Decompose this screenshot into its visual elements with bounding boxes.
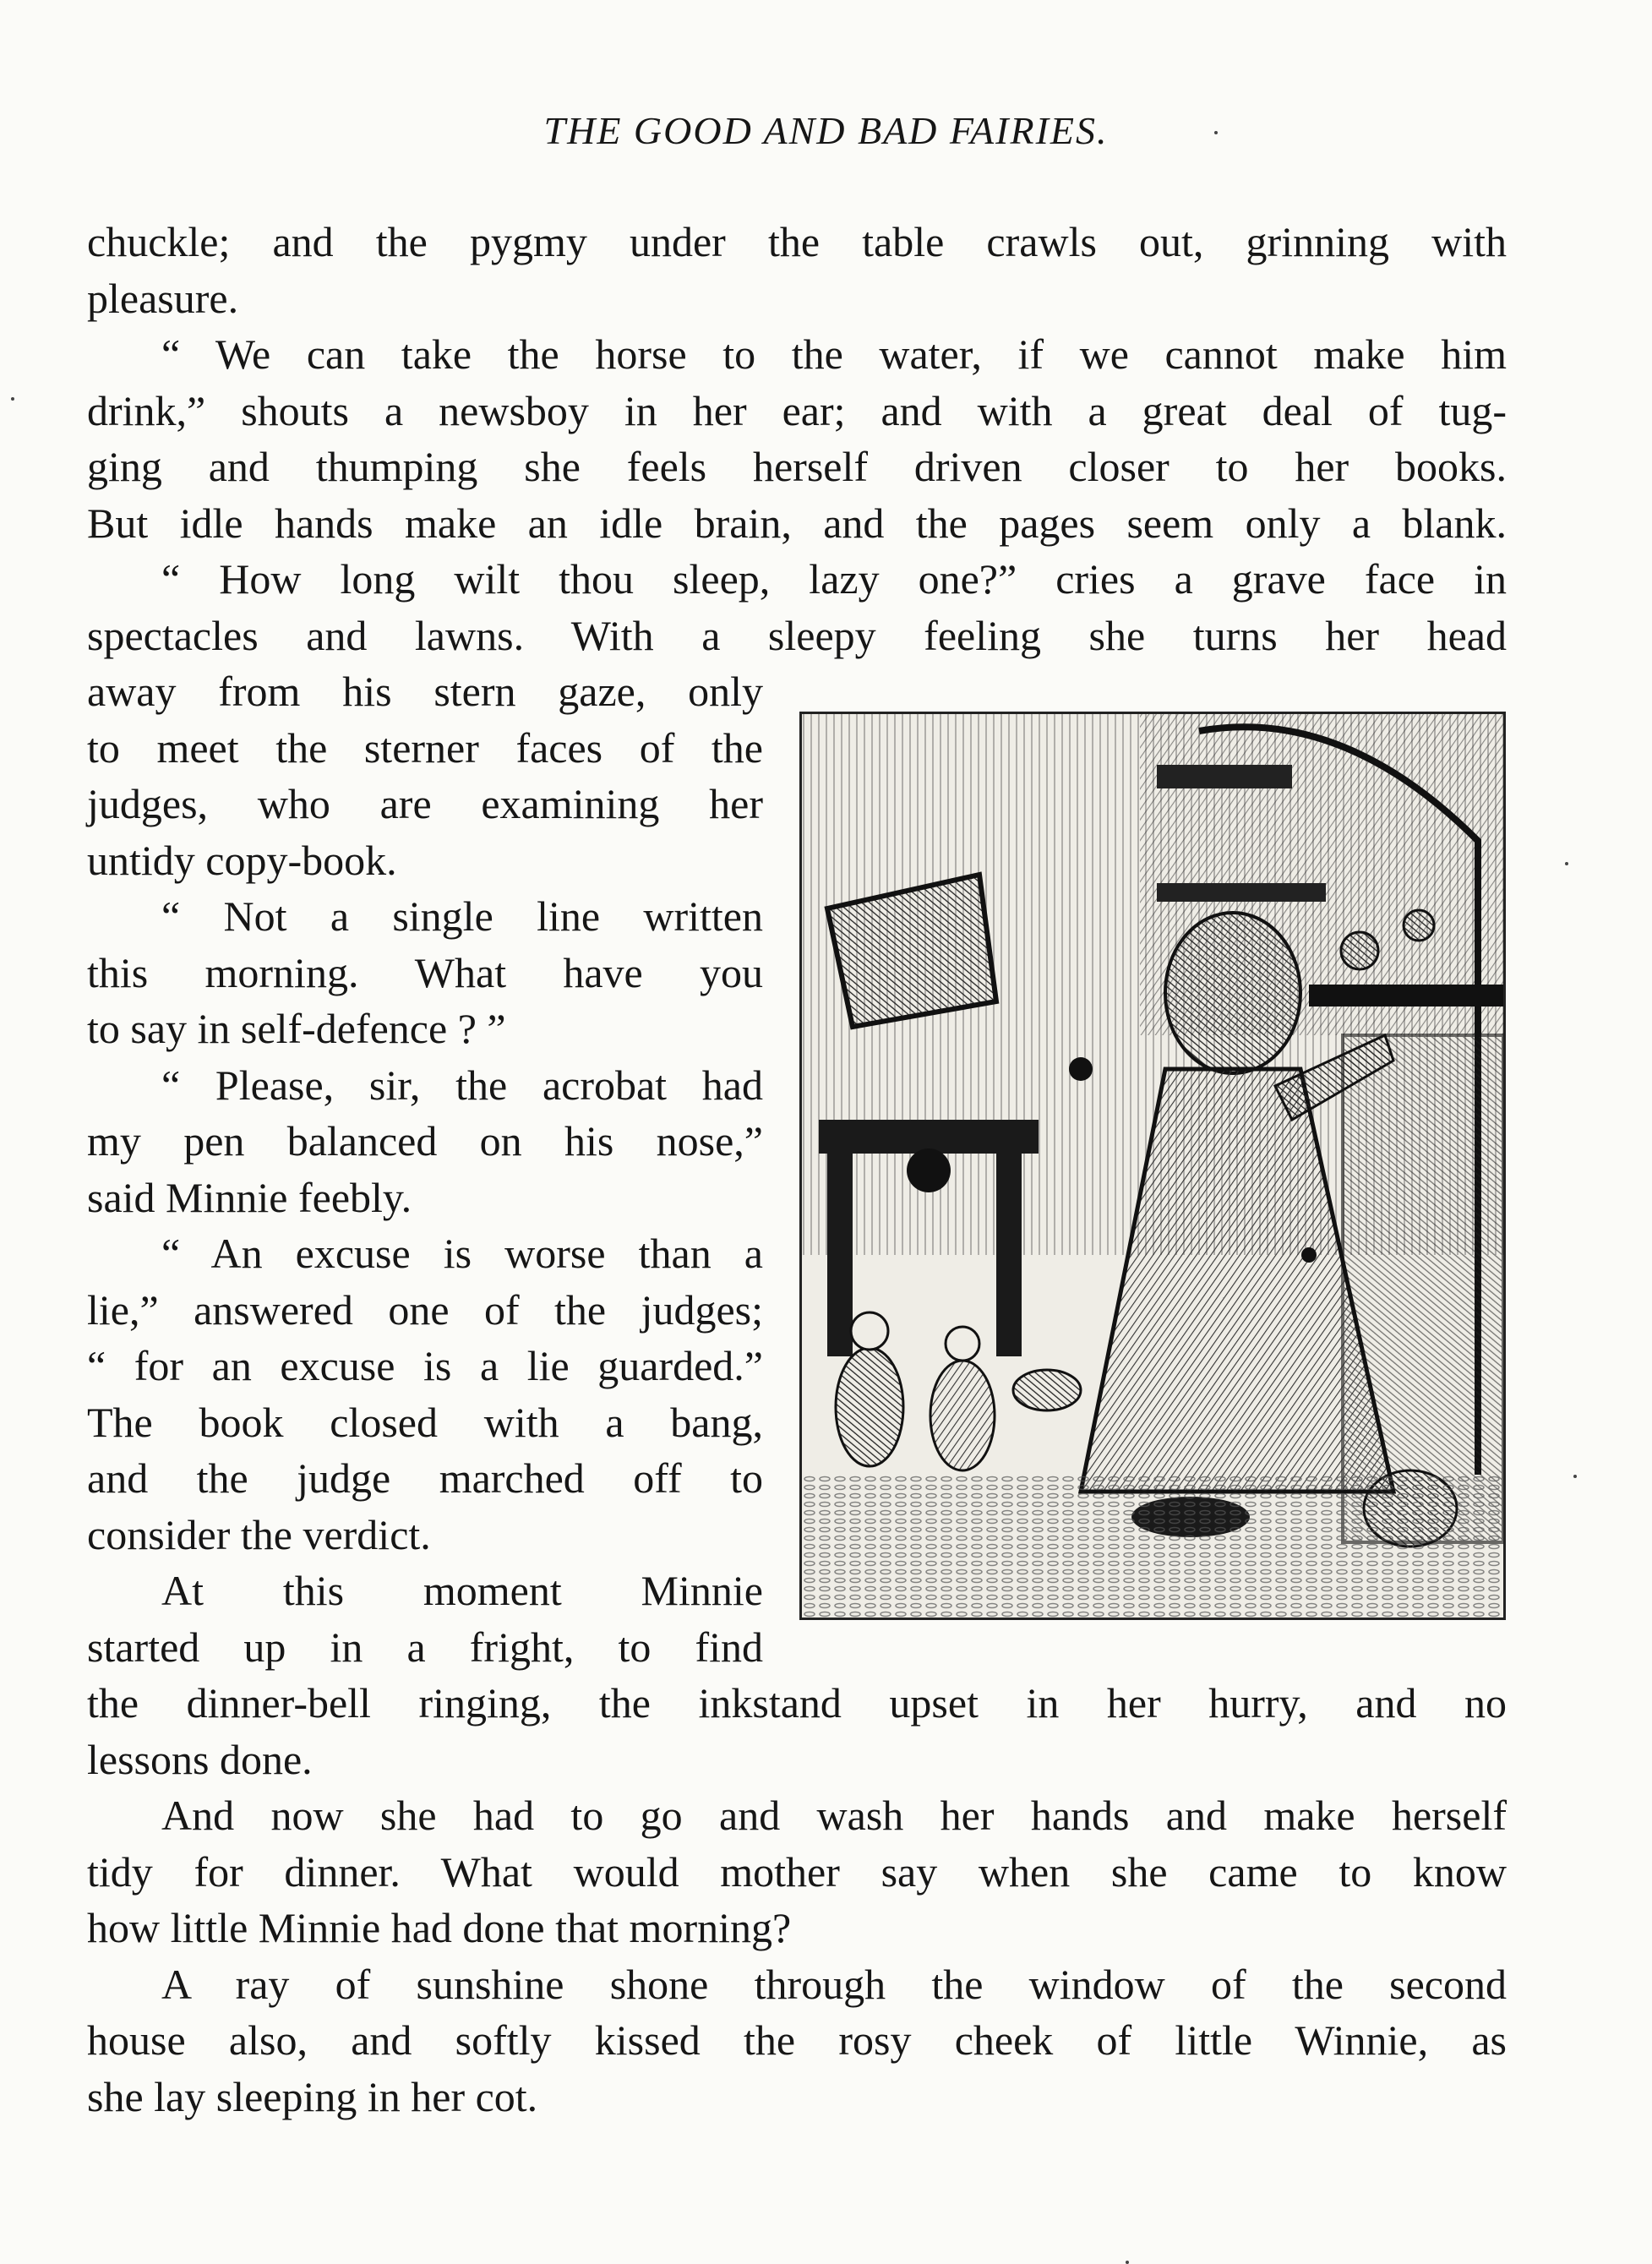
text-line: started up in a fright, to find [87,1623,763,1671]
text-line: untidy copy-book. [87,836,397,884]
engraving-illustration [799,712,1506,1620]
text-line: “ Please, sir, the acrobat had [161,1061,763,1109]
text-line: “ Not a single line written [161,892,763,940]
text-line: my pen balanced on his nose,” [87,1117,763,1165]
running-header: THE GOOD AND BAD FAIRIES. [543,109,1109,152]
text-line: house also, and softly kissed the rosy cheek of little Winnie, as [87,2016,1507,2064]
text-line: and the judge marched off to [87,1454,763,1502]
text-line: “ We can take the horse to the water, if we cannot make him [161,330,1507,378]
text-line: to say in self-defence ? ” [87,1005,506,1052]
engraving-artwork [802,714,1503,1618]
text-line: to meet the sterner faces of the [87,723,763,772]
text-line: “ How long wilt thou sleep, lazy one?” cries a grave face in [161,555,1507,603]
text-line: the dinner-bell ringing, the inkstand upset in her hurry, and no [87,1679,1507,1727]
top-paragraphs [87,214,1507,663]
text-line: The book closed with a bang, [87,1398,763,1446]
side-column [87,663,763,1675]
text-line: ging and thumping she feels herself driven closer to her books. [87,443,1507,490]
text-line: But idle hands make an idle brain, and the pages seem only a blank. [87,499,1507,547]
paper-speck [1573,1475,1577,1478]
text-line: At this moment Minnie [161,1567,763,1614]
text-line: consider the verdict. [87,1510,431,1558]
paper-speck [1565,862,1568,865]
text-line: lessons done. [87,1735,313,1783]
text-line: A ray of sunshine shone through the window of the second [161,1960,1507,2008]
paper-speck [11,397,14,401]
text-line: And now she had to go and wash her hands and make herself [161,1792,1507,1839]
text-line: “ An excuse is worse than a [161,1230,763,1277]
text-line: lie,” answered one of the judges; [87,1285,763,1334]
text-line: drink,” shouts a newsboy in her ear; and with a great deal of tug- [87,386,1507,434]
text-line: pleasure. [87,274,239,322]
text-line: spectacles and lawns. With a sleepy feeling she turns her head [87,611,1507,659]
text-line: she lay sleeping in her cot. [87,2072,538,2120]
paper-speck [1214,131,1218,134]
text-line: chuckle; and the pygmy under the table crawls out, grinning with [87,218,1507,265]
text-line: this morning. What have you [87,948,763,996]
text-line: said Minnie feebly. [87,1173,412,1221]
bottom-paragraphs [87,1675,1507,2125]
text-line: “ for an excuse is a lie guarded.” [87,1342,763,1389]
text-line: tidy for dinner. What would mother say when she came to know [87,1847,1507,1896]
paper-speck [1126,2261,1129,2264]
text-line: how little Minnie had done that morning? [87,1904,792,1951]
text-line: away from his stern gaze, only [87,668,763,715]
text-line: judges, who are examining her [87,780,763,827]
